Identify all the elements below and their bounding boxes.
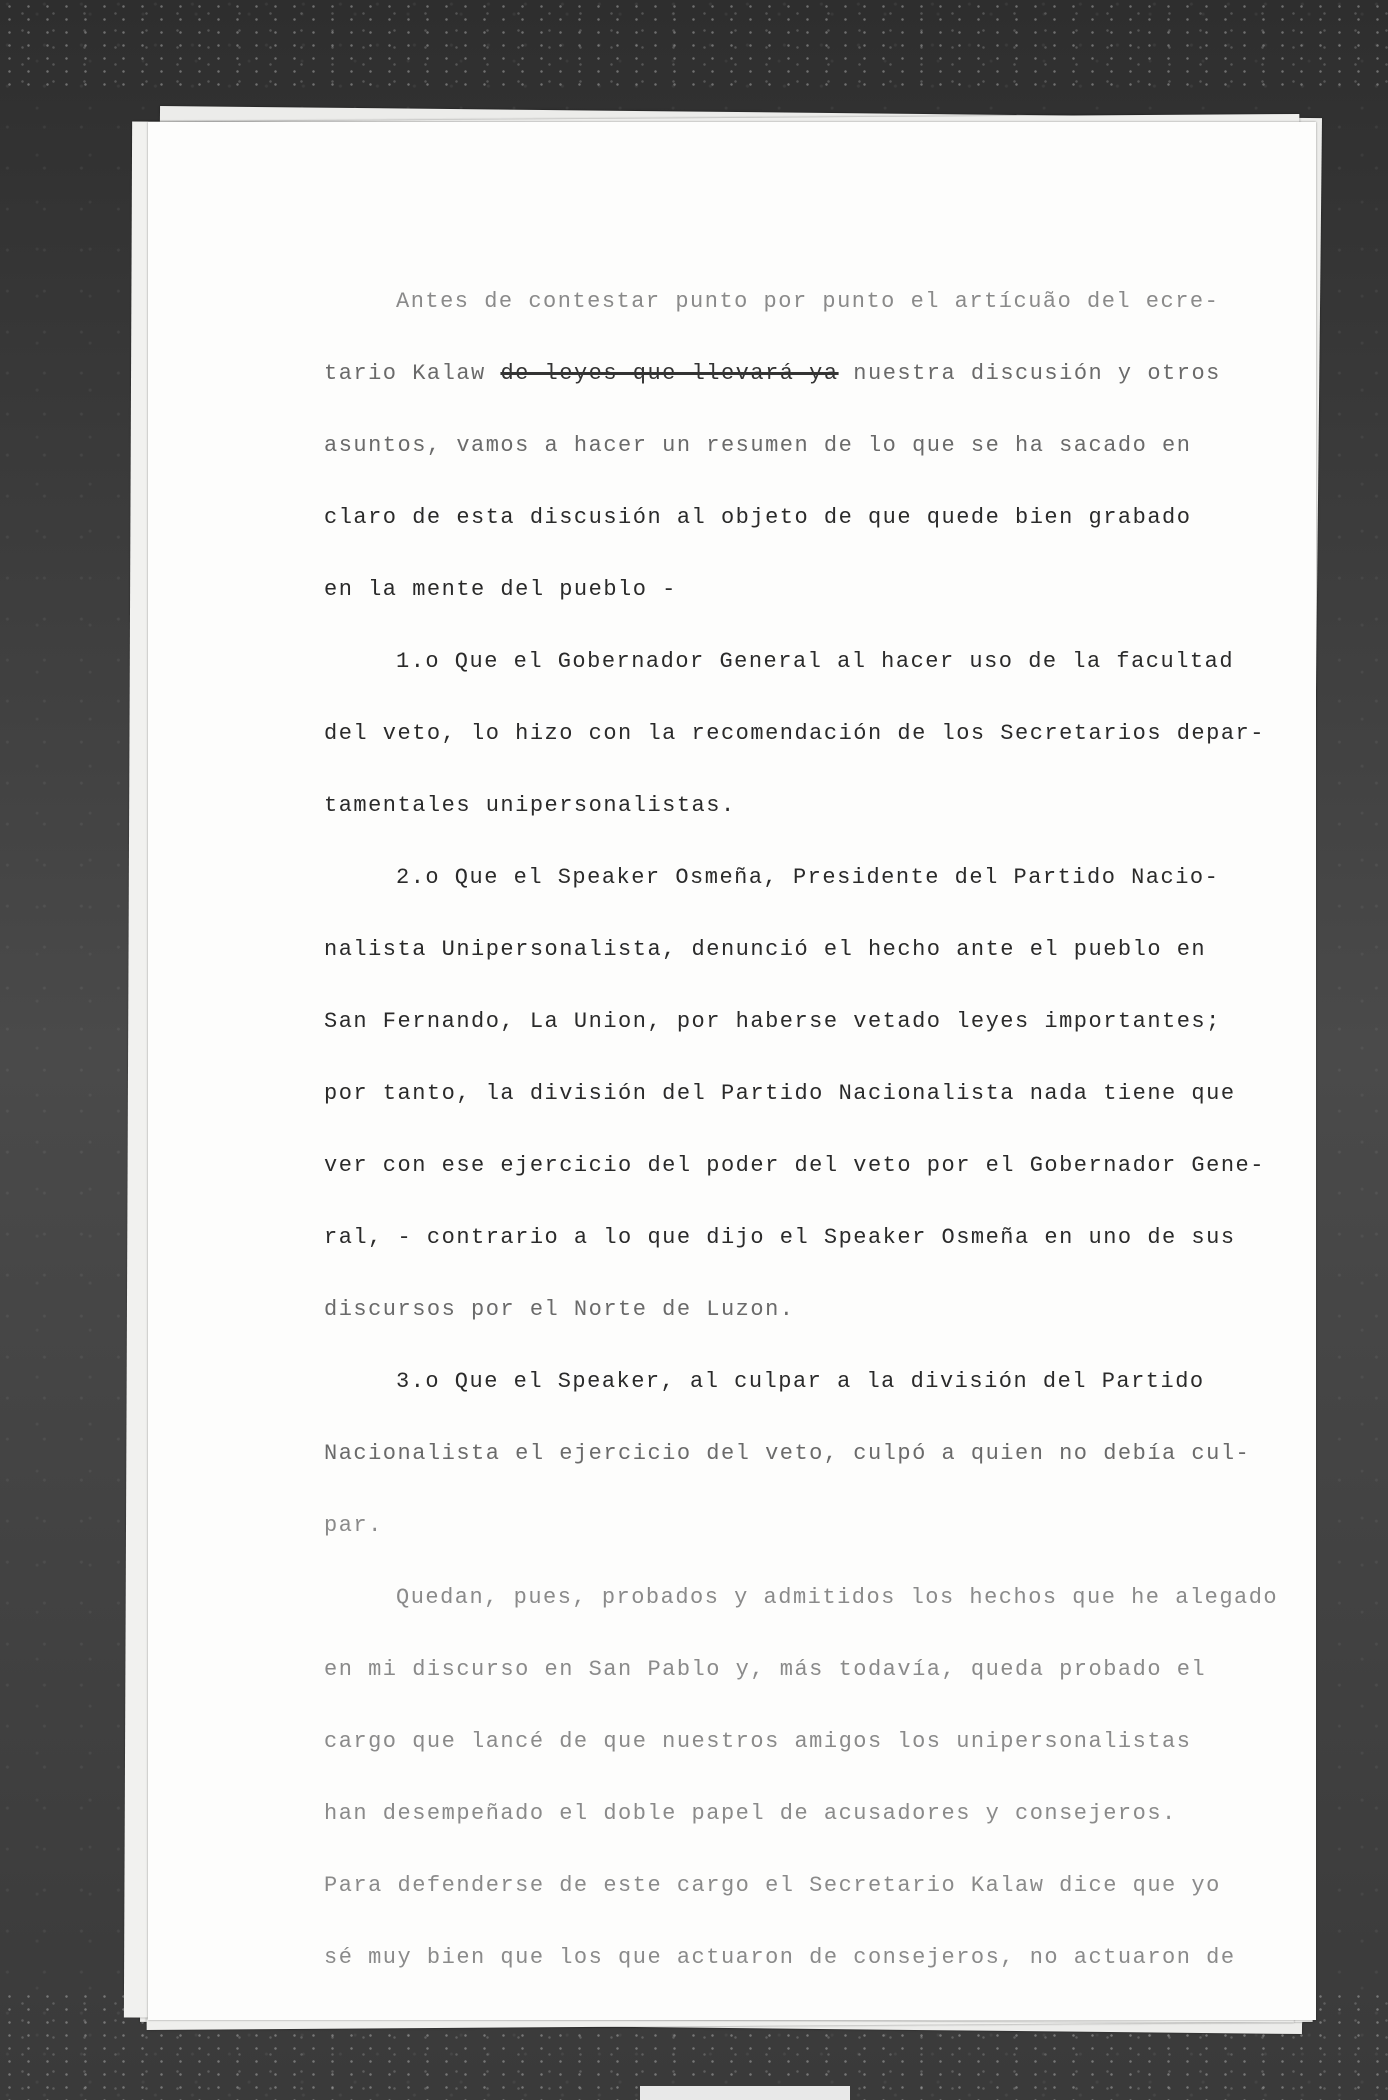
text-line-12: por tanto, la división del Partido Nacionalista nada tiene que <box>324 1081 1236 1106</box>
text-line-2-end: nuestra discusión y otros <box>853 361 1221 386</box>
text-line-5: en la mente del pueblo - <box>324 577 677 602</box>
text-line-10: nalista Unipersonalista, denunció el hecho ante el pueblo en <box>324 937 1207 962</box>
text-line-14: ral, - contrario a lo que dijo el Speaker Osmeña en uno de sus <box>324 1225 1236 1250</box>
text-line-8: tamentales unipersonalistas. <box>324 793 736 818</box>
text-line-15: discursos por el Norte de Luzon. <box>324 1297 795 1322</box>
text-line-16: 3.o Que el Speaker, al culpar a la división del Partido <box>396 1369 1205 1394</box>
text-line-13: ver con ese ejercicio del poder del veto por el Gobernador Gene- <box>324 1153 1265 1178</box>
text-line-22: han desempeñado el doble papel de acusadores y consejeros. <box>324 1801 1177 1826</box>
text-line-23: Para defenderse de este cargo el Secretario Kalaw dice que yo <box>324 1873 1221 1898</box>
text-line-21: cargo que lancé de que nuestros amigos los unipersonalistas <box>324 1729 1192 1754</box>
film-frame-tab <box>640 2086 850 2100</box>
text-line-3: asuntos, vamos a hacer un resumen de lo que se ha sacado en <box>324 433 1192 458</box>
struck-out-text: de leyes que llevará ya <box>500 361 839 386</box>
text-line-20: en mi discurso en San Pablo y, más todavía, queda probado el <box>324 1657 1207 1682</box>
text-line-18: par. <box>324 1513 383 1538</box>
text-line-19: Quedan, pues, probados y admitidos los hechos que he alegado <box>396 1585 1279 1610</box>
film-border-top <box>0 0 1388 90</box>
text-line-2-start: tario Kalaw <box>324 361 486 386</box>
text-line-4: claro de esta discusión al objeto de que quede bien grabado <box>324 505 1192 530</box>
text-line-17: Nacionalista el ejercicio del veto, culpó a quien no debía cul- <box>324 1441 1251 1466</box>
text-line-2 <box>324 360 1221 388</box>
text-line-24: sé muy bien que los que actuaron de consejeros, no actuaron de <box>324 1945 1236 1970</box>
text-line-6: 1.o Que el Gobernador General al hacer uso de la facultad <box>396 649 1235 674</box>
page-body <box>148 122 1316 2020</box>
text-line-1: Antes de contestar punto por punto el artícuão del ecre- <box>396 289 1220 314</box>
text-line-9: 2.o Que el Speaker Osmeña, Presidente del Partido Nacio- <box>396 865 1220 890</box>
text-line-7: del veto, lo hizo con la recomendación de los Secretarios depar- <box>324 721 1265 746</box>
text-line-11: San Fernando, La Union, por haberse vetado leyes importantes; <box>324 1009 1221 1034</box>
typewritten-page <box>148 122 1316 2020</box>
